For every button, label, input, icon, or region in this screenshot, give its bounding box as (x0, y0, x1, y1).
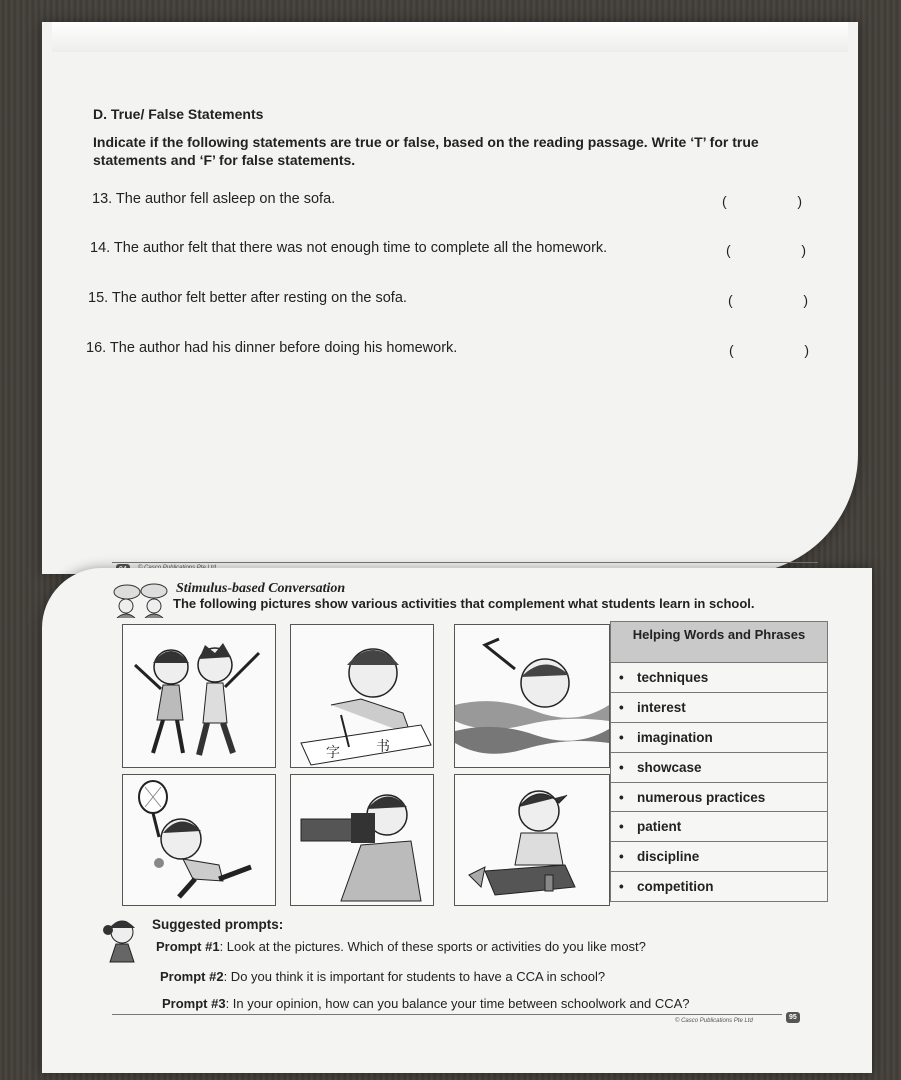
conversation-description: The following pictures show various activities that complement what students learn in school. (173, 596, 755, 611)
page-number-95: 95 (786, 1012, 800, 1023)
prompt-3 (162, 996, 690, 1011)
helping-words-title: Helping Words and Phrases (610, 621, 828, 663)
close-paren: ) (804, 342, 809, 358)
helping-word: • imagination (610, 723, 828, 753)
picture-craft (454, 774, 610, 906)
close-paren: ) (797, 193, 802, 209)
prompt-1 (156, 939, 646, 954)
answer-blank-13[interactable] (722, 193, 802, 209)
prompt-label: Prompt #2 (160, 969, 224, 984)
footer-rule (112, 1014, 782, 1015)
page-edge (52, 22, 848, 52)
picture-swimming (454, 624, 610, 768)
statement-13: 13. The author fell asleep on the sofa. (92, 191, 336, 207)
open-paren: ( (729, 342, 734, 358)
picture-calligraphy (290, 624, 434, 768)
prompt-text: : Do you think it is important for students to have a CCA in school? (223, 969, 606, 984)
student-avatar-icon (100, 914, 144, 969)
section-title-conversation: Stimulus-based Conversation (176, 581, 346, 596)
helping-word: • discipline (610, 842, 828, 872)
prompt-text: : Look at the pictures. Which of these sports or activities do you like most? (219, 939, 646, 954)
statement-16: 16. The author had his dinner before doing his homework. (86, 340, 458, 356)
helping-word: • numerous practices (610, 783, 828, 813)
svg-text:字: 字 (326, 745, 340, 761)
statement-14: 14. The author felt that there was not enough time to complete all the homework. (90, 240, 608, 256)
helping-word: • competition (610, 872, 828, 902)
prompt-label: Prompt #1 (156, 939, 220, 954)
open-paren: ( (726, 242, 731, 258)
publisher-credit: © Casco Publications Pte Ltd (675, 1018, 753, 1024)
helping-words-box (610, 621, 828, 902)
open-paren: ( (728, 292, 733, 308)
helping-word: • patient (610, 812, 828, 842)
answer-blank-16[interactable] (729, 342, 809, 358)
answer-blank-15[interactable] (728, 292, 808, 308)
prompt-label: Prompt #3 (162, 996, 226, 1011)
picture-tennis (122, 774, 276, 906)
picture-dancing (122, 624, 276, 768)
answer-blank-14[interactable] (726, 242, 806, 258)
open-paren: ( (722, 193, 727, 209)
prompt-text: : In your opinion, how can you balance your time between schoolwork and CCA? (225, 996, 690, 1011)
footer-rule (112, 562, 818, 563)
picture-photography (290, 774, 434, 906)
suggested-prompts-title: Suggested prompts: (152, 917, 284, 932)
close-paren: ) (801, 242, 806, 258)
statement-15: 15. The author felt better after resting on the sofa. (88, 290, 407, 306)
conversation-icon (112, 582, 170, 623)
prompt-2 (160, 969, 605, 984)
helping-word: • techniques (610, 663, 828, 693)
svg-text:书: 书 (376, 739, 390, 755)
instructions: Indicate if the following statements are true or false, based on the reading passage. Write ‘T’ for true statements and ‘F’ for false statements. (93, 134, 759, 168)
helping-word: • interest (610, 693, 828, 723)
helping-word: • showcase (610, 753, 828, 783)
close-paren: ) (803, 292, 808, 308)
section-title-true-false: D. True/ False Statements (93, 106, 264, 122)
